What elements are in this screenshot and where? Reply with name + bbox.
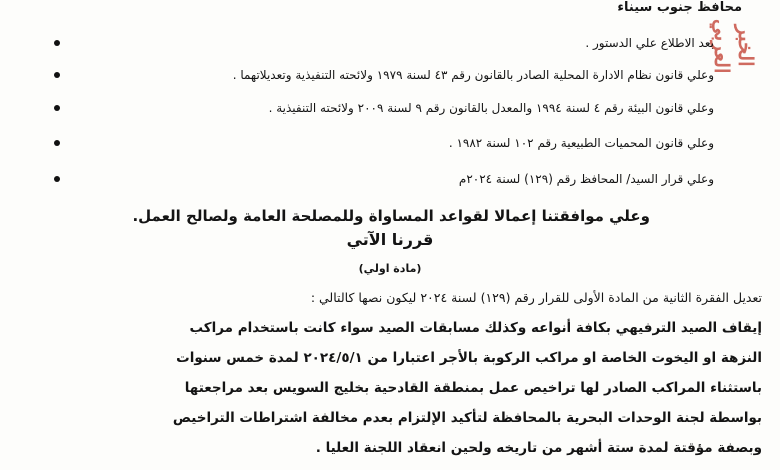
body-line: بواسطة لجنة الوحدات البحرية بالمحافظة لتأكيد الإلتزام بعدم مخالفة اشتراطات التراخيص <box>172 410 762 426</box>
body-line: وبصفة مؤقتة لمدة ستة أشهر من تاريخه ولحين انعقاد اللجنة العليا . <box>315 440 762 456</box>
body-line: إيقاف الصيد الترفيهي بكافة أنواعه وكذلك مسابقات الصيد سواء كانت باستخدام مراكب <box>189 320 762 336</box>
bullet-icon <box>54 176 60 182</box>
document-title: محافظ جنوب سيناء <box>617 0 742 15</box>
bullet-icon <box>54 140 60 146</box>
watermark-logo: الخبر العربي <box>710 18 758 74</box>
approval-statement: وعلي موافقتنا إعمالا لقواعد المساواة وللمصلحة العامة ولصالح العمل. <box>132 207 650 225</box>
preamble-item <box>82 134 722 152</box>
preamble-item <box>82 66 722 84</box>
bullet-icon <box>54 72 60 78</box>
preamble-text: وعلي قانون المحميات الطبيعية رقم ١٠٢ لسنة ١٩٨٢ . <box>448 136 714 150</box>
preamble-list <box>82 26 722 188</box>
preamble-text: وعلي قانون نظام الادارة المحلية الصادر بالقانون رقم ٤٣ لسنة ١٩٧٩ ولائحته التنفيذية وتعديلاتهما . <box>232 68 714 82</box>
decree-body <box>10 283 762 463</box>
body-line: باستثناء المراكب الصادر لها تراخيص عمل بمنطقة القادحية بخليج السويس بعد مراجعتها <box>184 380 762 396</box>
body-line: النزهة او اليخوت الخاصة او مراكب الركوبة بالأجر اعتبارا من ٢٠٢٤/٥/١ لمدة خمس سنوات <box>176 350 762 366</box>
preamble-item <box>82 170 722 188</box>
preamble-text: بعد الاطلاع علي الدستور . <box>585 36 714 50</box>
preamble-item <box>82 99 722 117</box>
preamble-text: وعلي قرار السيد/ المحافظ رقم (١٢٩) لسنة ٢٠٢٤م <box>458 172 714 186</box>
preamble-item <box>82 34 722 52</box>
article-heading: (مادة اولي) <box>358 262 422 275</box>
bullet-icon <box>54 40 60 46</box>
body-line: تعديل الفقرة الثانية من المادة الأولى للقرار رقم (١٢٩) لسنة ٢٠٢٤ ليكون نصها كالتالي : <box>310 290 762 305</box>
decided-heading: قررنا الآتي <box>346 230 434 249</box>
preamble-text: وعلي قانون البيئة رقم ٤ لسنة ١٩٩٤ والمعدل بالقانون رقم ٩ لسنة ٢٠٠٩ ولائحته التنفيذية . <box>268 101 714 115</box>
bullet-icon <box>54 105 60 111</box>
